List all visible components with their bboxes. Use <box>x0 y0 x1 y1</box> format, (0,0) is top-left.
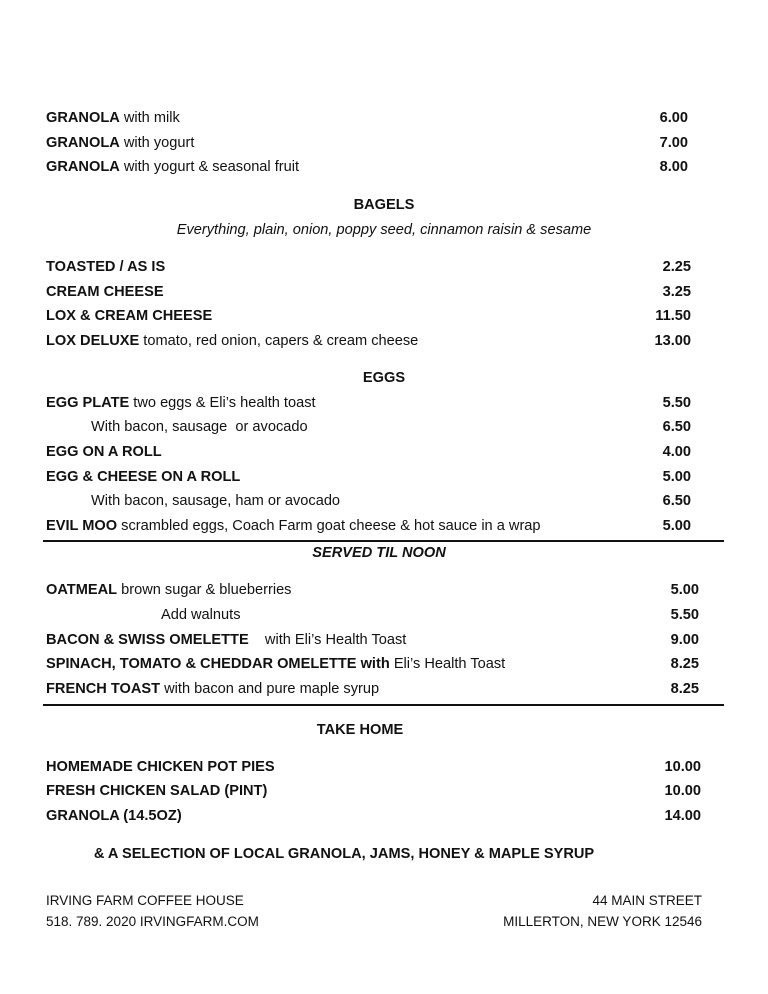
menu-item <box>0 781 768 801</box>
footer-street: 44 MAIN STREET <box>592 893 702 908</box>
item-description: with Eli’s Health Toast <box>248 632 407 648</box>
menu-item <box>0 393 768 413</box>
menu-item <box>0 282 768 302</box>
item-name <box>46 306 212 326</box>
divider <box>43 704 724 706</box>
menu-item <box>0 467 768 487</box>
menu-item <box>0 157 768 177</box>
footer-name: IRVING FARM COFFEE HOUSE <box>46 893 244 908</box>
item-price: 11.50 <box>655 308 691 324</box>
item-price: 5.00 <box>662 518 691 534</box>
item-description: with yogurt <box>119 135 195 151</box>
item-price: 13.00 <box>654 333 691 349</box>
item-name <box>46 467 240 487</box>
item-name <box>46 516 541 536</box>
item-description: with yogurt & seasonal fruit <box>119 159 300 175</box>
take-home-heading: TAKE HOME <box>316 722 404 738</box>
item-name <box>46 393 316 413</box>
item-description: With bacon, sausage, ham or avocado <box>91 493 341 509</box>
item-price: 9.00 <box>670 632 699 648</box>
item-description: tomato, red onion, capers & cream cheese <box>139 333 419 349</box>
menu-item <box>0 417 768 437</box>
menu-item <box>0 331 768 351</box>
item-price: 5.00 <box>662 469 691 485</box>
menu-item <box>0 442 768 462</box>
item-title: LOX DELUXE <box>46 333 140 349</box>
item-title: GRANOLA <box>46 159 120 175</box>
item-price: 7.00 <box>659 135 688 151</box>
item-title: EGG PLATE <box>46 395 130 411</box>
item-price: 10.00 <box>664 759 701 775</box>
item-price: 6.50 <box>662 419 691 435</box>
item-price: 6.50 <box>662 493 691 509</box>
divider <box>43 540 724 542</box>
item-name <box>46 133 194 153</box>
item-price: 10.00 <box>664 783 701 799</box>
item-price: 3.25 <box>662 284 691 300</box>
footer-contact: 518. 789. 2020 IRVINGFARM.COM <box>46 914 259 929</box>
item-name <box>46 282 164 302</box>
item-title: GRANOLA <box>46 135 120 151</box>
item-description: with milk <box>119 110 180 126</box>
item-name <box>46 781 267 801</box>
item-price: 2.25 <box>662 259 691 275</box>
item-name <box>46 630 406 650</box>
item-title: BACON & SWISS OMELETTE <box>46 632 249 648</box>
item-name <box>46 108 180 128</box>
menu-item <box>0 133 768 153</box>
item-name <box>46 654 505 674</box>
item-description: brown sugar & blueberries <box>117 582 292 598</box>
item-price: 8.25 <box>670 681 699 697</box>
menu-item <box>0 491 768 511</box>
item-title: FRENCH TOAST <box>46 681 161 697</box>
item-title: LOX & CREAM CHEESE <box>46 308 213 324</box>
item-description: two eggs & Eli’s health toast <box>129 395 316 411</box>
item-title: GRANOLA (14.5OZ) <box>46 808 182 824</box>
item-name <box>46 257 165 277</box>
item-price: 5.00 <box>670 582 699 598</box>
menu-item <box>0 580 768 600</box>
menu-item <box>0 757 768 777</box>
item-title: GRANOLA <box>46 110 120 126</box>
item-name <box>161 605 241 625</box>
menu-item <box>0 516 768 536</box>
menu-item <box>0 630 768 650</box>
item-title: SPINACH, TOMATO & CHEDDAR OMELETTE with <box>46 656 390 672</box>
selection-note: & A SELECTION OF LOCAL GRANOLA, JAMS, HONEY & MAPLE SYRUP <box>93 846 595 862</box>
item-price: 5.50 <box>662 395 691 411</box>
item-price: 6.00 <box>659 110 688 126</box>
item-description: Eli’s Health Toast <box>389 656 506 672</box>
menu-item <box>0 306 768 326</box>
item-name <box>46 442 162 462</box>
item-description: with bacon and pure maple syrup <box>160 681 380 697</box>
item-name <box>91 491 340 511</box>
item-price: 14.00 <box>664 808 701 824</box>
item-name <box>46 757 275 777</box>
item-description: With bacon, sausage or avocado <box>91 419 308 435</box>
menu-item <box>0 679 768 699</box>
bagels-varieties: Everything, plain, onion, poppy seed, cinnamon raisin & sesame <box>176 222 592 238</box>
item-title: HOMEMADE CHICKEN POT PIES <box>46 759 275 775</box>
item-title: EGG & CHEESE ON A ROLL <box>46 469 241 485</box>
bagels-heading: BAGELS <box>353 197 415 213</box>
item-title: CREAM CHEESE <box>46 284 164 300</box>
item-title: EVIL MOO <box>46 518 118 534</box>
item-description: scrambled eggs, Coach Farm goat cheese & hot sauce in a wrap <box>117 518 541 534</box>
item-title: EGG ON A ROLL <box>46 444 162 460</box>
menu-item <box>0 257 768 277</box>
item-name <box>46 679 379 699</box>
menu-item <box>0 108 768 128</box>
item-name <box>46 806 182 826</box>
item-title: OATMEAL <box>46 582 118 598</box>
eggs-heading: EGGS <box>362 370 406 386</box>
item-title: TOASTED / AS IS <box>46 259 166 275</box>
menu-item <box>0 654 768 674</box>
menu-item <box>0 806 768 826</box>
served-til-noon-heading: SERVED TIL NOON <box>312 545 446 561</box>
item-price: 5.50 <box>670 607 699 623</box>
item-name <box>91 417 308 437</box>
item-price: 8.00 <box>659 159 688 175</box>
footer-city: MILLERTON, NEW YORK 12546 <box>503 914 702 929</box>
item-name <box>46 157 299 177</box>
item-title: FRESH CHICKEN SALAD (PINT) <box>46 783 268 799</box>
menu-item <box>0 605 768 625</box>
item-price: 8.25 <box>670 656 699 672</box>
item-name <box>46 331 418 351</box>
item-name <box>46 580 291 600</box>
item-price: 4.00 <box>662 444 691 460</box>
item-description: Add walnuts <box>161 607 241 623</box>
